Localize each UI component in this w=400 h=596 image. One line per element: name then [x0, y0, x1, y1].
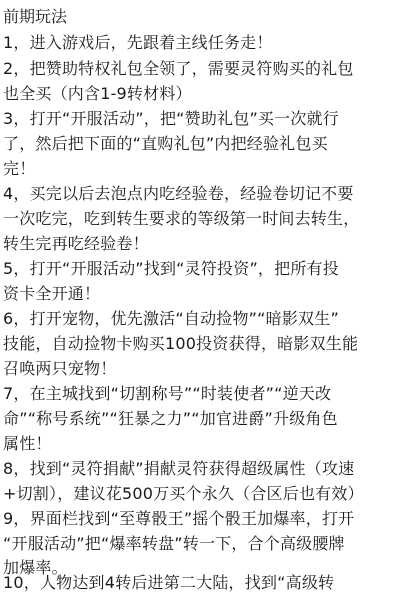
text-line: 也全买（内含1-9转材料） — [3, 84, 192, 103]
text-line: 完！ — [3, 159, 36, 178]
text-line: 了，然后把下面的“直购礼包”内把经验礼包买 — [3, 134, 328, 153]
text-line: 5，打开“开服活动”找到“灵符投资”，把所有投 — [3, 259, 339, 278]
text-line: 属性！ — [3, 434, 52, 453]
text-line: 7，在主城找到“切割称号”“时装使者”“逆天改 — [3, 384, 332, 403]
text-line: 命”“称号系统”“狂暴之力”“加官进爵”升级角色 — [3, 409, 338, 428]
text-line: “开服活动”把“爆率转盘”转一下，合个高级腰牌 — [3, 534, 345, 553]
text-line: 4，买完以后去泡点内吃经验卷，经验卷切记不要 — [3, 184, 354, 203]
document-title: 前期玩法 — [3, 7, 68, 26]
text-line: 召唤两只宠物！ — [3, 359, 117, 378]
text-line: 8，找到“灵符捐献”捐献灵符获得超级属性（攻速 — [3, 459, 355, 478]
text-line: 资卡全开通！ — [3, 284, 101, 303]
text-line: 10，人物达到4转后进第二大陆，找到“高级转 — [3, 573, 335, 592]
text-line: 技能，自动捡物卡购买100投资获得，暗影双生能 — [3, 334, 359, 353]
text-line: 9，界面栏找到“至尊骰王”摇个骰王加爆率，打开 — [3, 509, 355, 528]
text-line: 6，打开宠物，优先激活“自动捡物”“暗影双生” — [3, 309, 339, 328]
text-line: 转生完再吃经验卷！ — [3, 234, 149, 253]
text-line: 一次吃完，吃到转生要求的等级第一时间去转生， — [3, 209, 360, 228]
text-line: +切割），建议花500万买个永久（合区后也有效） — [3, 484, 364, 503]
text-line: 1，进入游戏后，先跟着主线任务走！ — [3, 33, 273, 52]
text-line: 3，打开“开服活动”，把“赞助礼包”买一次就行 — [3, 109, 339, 128]
text-line: 加爆率。 — [3, 558, 68, 577]
text-line: 2，把赞助特权礼包全领了，需要灵符购买的礼包 — [3, 59, 354, 78]
